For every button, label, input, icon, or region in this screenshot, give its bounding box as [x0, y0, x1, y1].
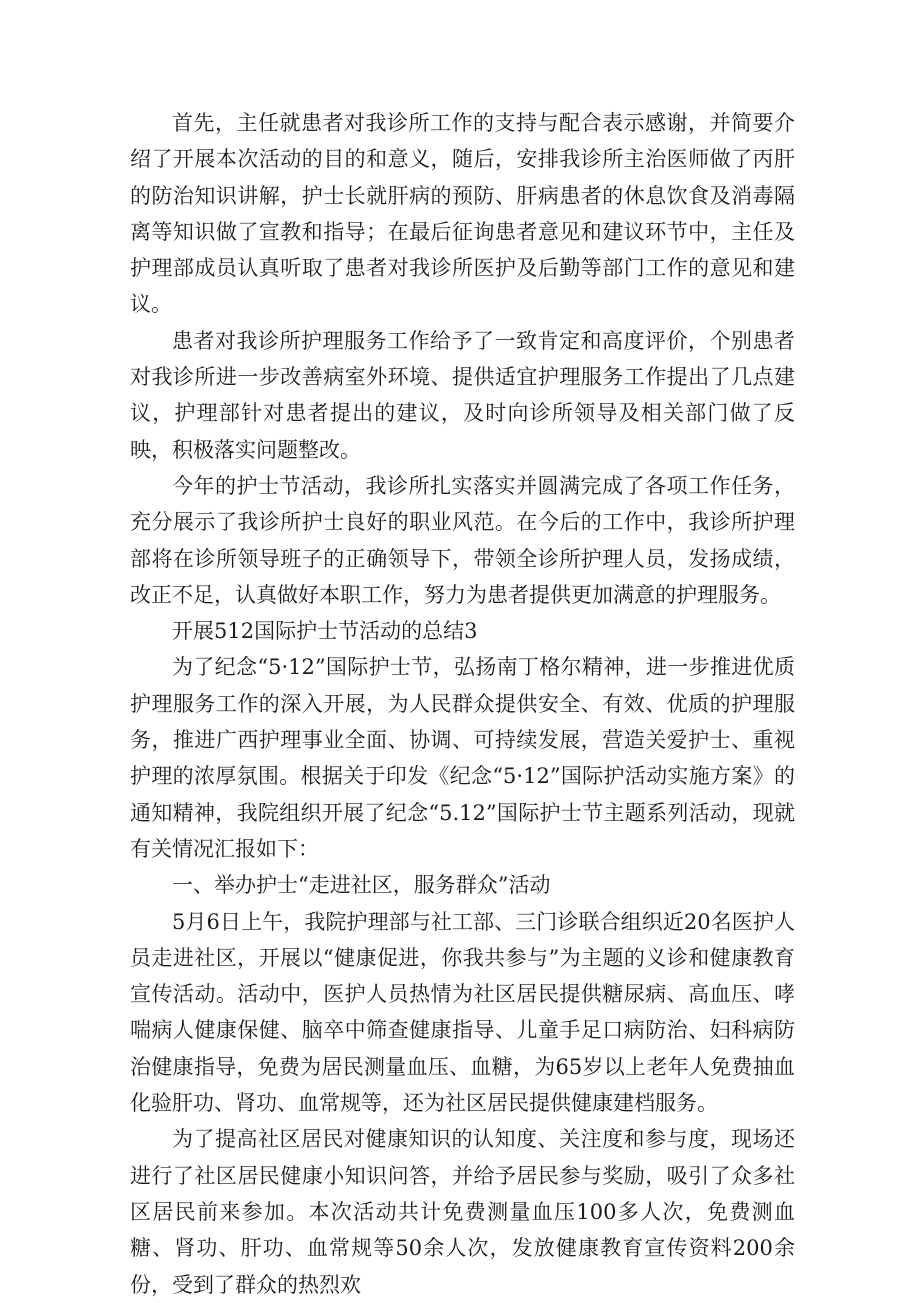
paragraph-intro-thanks: 首先，主任就患者对我诊所工作的支持与配合表示感谢，并简要介绍了开展本次活动的目的和意义，随后，安排我诊所主治医师做了丙肝的防治知识讲解，护士长就肝病的预防、肝病患者的休息饮食及消毒隔离等知识做了宣教和指导；在最后征询患者意见和建议环节中，主任及护理部成员认真听取了患者对我诊所医护及后勤等部门工作的意见和建议。 [130, 111, 795, 317]
paragraph-health-quiz: 为了提高社区居民对健康知识的认知度、关注度和参与度，现场还进行了社区居民健康小知识问答，并给予居民参与奖励，吸引了众多社区居民前来参加。本次活动共计免费测量血压100多人次，免费测血糖、肾功、肝功、血常规等50余人次，发放健康教育宣传资料200余份，受到了群众的热烈欢 [130, 1127, 795, 1297]
document-body [130, 105, 795, 1303]
paragraph-commemoration: 为了纪念“5·12”国际护士节，弘扬南丁格尔精神，进一步推进优质护理服务工作的深入开展，为人民群众提供安全、有效、优质的护理服务，推进广西护理事业全面、协调、可持续发展，营造关爱护士、重视护理的浓厚氛围。根据关于印发《纪念“5·12”国际护活动实施方案》的通知精神，我院组织开展了纪念“5.12”国际护士节主题系列活动，现就有关情况汇报如下： [130, 655, 795, 861]
subsection-heading: 一、举办护士“走进社区，服务群众”活动 [172, 873, 551, 898]
paragraph-summary: 今年的护士节活动，我诊所扎实落实并圆满完成了各项工作任务，充分展示了我诊所护士良好的职业风范。在今后的工作中，我诊所护理部将在诊所领导班子的正确领导下，带领全诊所护理人员，发扬成绩，改正不足，认真做好本职工作，努力为患者提供更加满意的护理服务。 [130, 473, 795, 607]
paragraph-community-activity: 5月6日上午，我院护理部与社工部、三门诊联合组织近20名医护人员走进社区，开展以“健康促进，你我共参与”为主题的义诊和健康教育宣传活动。活动中，医护人员热情为社区居民提供糖尿病、高血压、哮喘病人健康保健、脑卒中筛查健康指导、儿童手足口病防治、妇科病防治健康指导，免费为居民测量血压、血糖，为65岁以上老年人免费抽血化验肝功、肾功、血常规等，还为社区居民提供健康建档服务。 [130, 909, 795, 1116]
paragraph-patient-feedback: 患者对我诊所护理服务工作给予了一致肯定和高度评价，个别患者对我诊所进一步改善病室外环境、提供适宜护理服务工作提出了几点建议，护理部针对患者提出的建议，及时向诊所领导及相关部门做了反映，积极落实问题整改。 [130, 328, 795, 462]
section-title: 开展512国际护士节活动的总结3 [172, 619, 478, 644]
